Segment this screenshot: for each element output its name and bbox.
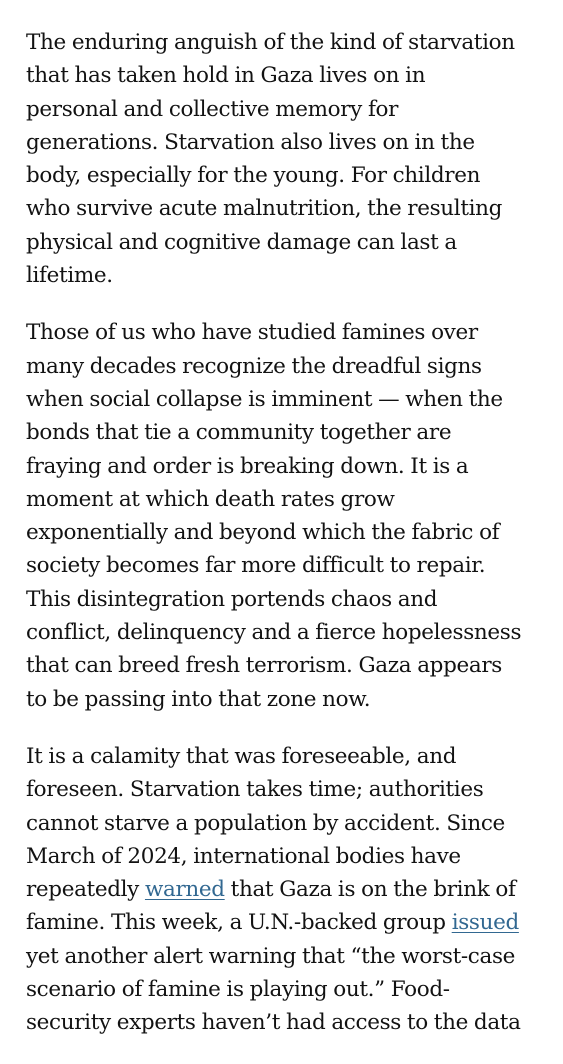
text-line: that has taken hold in Gaza lives on in — [26, 63, 426, 89]
text-line: exponentially and beyond which the fabric of — [26, 520, 500, 546]
text-line: body, especially for the young. For children — [26, 163, 481, 189]
text-line: It is a calamity that was foreseeable, and — [26, 743, 457, 769]
article-paragraph-1 — [26, 26, 546, 292]
text-line: lifetime. — [26, 263, 113, 289]
issued-link[interactable]: issued — [451, 910, 519, 936]
text-line: foreseen. Starvation takes time; authorities — [26, 777, 484, 803]
text-line: This disintegration portends chaos and — [26, 586, 438, 612]
text-line: bonds that tie a community together are — [26, 420, 452, 446]
text-line: personal and collective memory for — [26, 96, 399, 122]
article-paragraph-3 — [26, 740, 546, 1040]
text-line: cannot starve a population by accident. Since — [26, 810, 505, 836]
text-segment: repeatedly — [26, 877, 145, 903]
text-line — [26, 873, 546, 906]
text-line: to be passing into that zone now. — [26, 686, 371, 712]
text-line: society becomes far more difficult to repair. — [26, 553, 486, 579]
text-line: who survive acute malnutrition, the resulting — [26, 196, 503, 222]
text-line: many decades recognize the dreadful signs — [26, 353, 482, 379]
text-line — [26, 906, 546, 939]
text-line: when social collapse is imminent — when the — [26, 386, 503, 412]
text-line: fraying and order is breaking down. It is a — [26, 453, 469, 479]
text-segment: that Gaza is on the brink of — [224, 877, 516, 903]
text-line: The enduring anguish of the kind of starvation — [26, 30, 515, 55]
text-line: moment at which death rates grow — [26, 486, 395, 512]
text-line: conflict, delinquency and a fierce hopelessness — [26, 620, 522, 646]
text-line: that can breed fresh terrorism. Gaza appears — [26, 653, 502, 679]
text-line: March of 2024, international bodies have — [26, 843, 461, 869]
warned-link[interactable]: warned — [144, 877, 225, 903]
text-segment: famine. This week, a U.N.-backed group — [26, 910, 452, 936]
text-line: security experts haven’t had access to the data — [26, 1010, 521, 1036]
text-line: Those of us who have studied famines over — [26, 320, 478, 346]
text-line: generations. Starvation also lives on in the — [26, 129, 475, 155]
text-line: physical and cognitive damage can last a — [26, 229, 457, 255]
article-body — [26, 26, 546, 1064]
text-line: scenario of famine is playing out.” Food- — [26, 977, 450, 1003]
text-line: yet another alert warning that “the worst-case — [26, 943, 516, 969]
article-paragraph-2 — [26, 316, 546, 716]
